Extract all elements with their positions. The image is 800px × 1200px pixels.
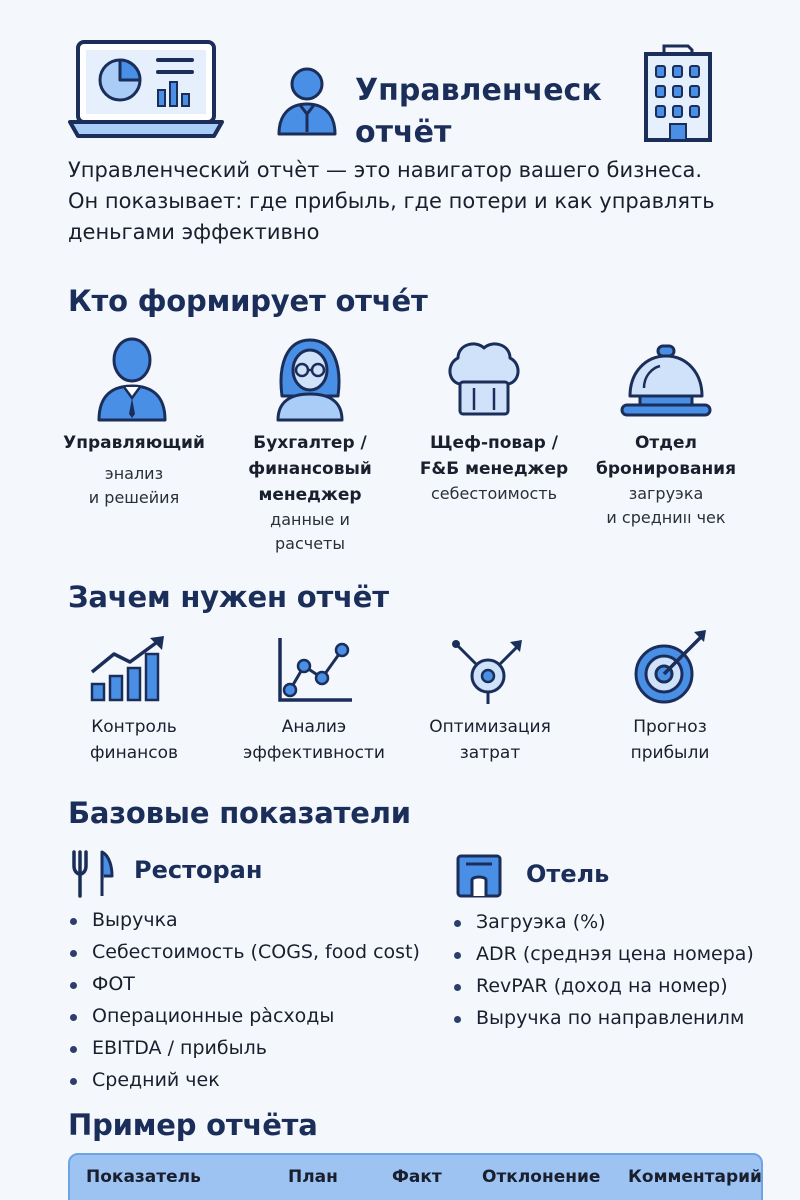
purpose-label: Оптимизация (429, 717, 551, 737)
restaurant-metrics-list (66, 904, 420, 1096)
purpose-profit-forecast (580, 714, 760, 766)
line-graph-icon (272, 636, 356, 706)
table-header (68, 1153, 763, 1200)
column-header: Комментарий (628, 1167, 762, 1187)
role-desc: и средниıı чек (606, 508, 726, 527)
who-heading: Кто формирует отче́т (68, 284, 428, 318)
purpose-label: Контроль (91, 717, 177, 737)
page-title (355, 70, 615, 154)
page-title-line-1: Управленческ (355, 73, 602, 108)
office-building-icon (640, 42, 716, 144)
chef-hat-icon (446, 336, 522, 418)
list-item: Операционные рàсходы (66, 1000, 420, 1032)
target-arrows-icon (450, 636, 526, 706)
column-header: Отклонение (482, 1167, 601, 1187)
intro-line: деньгами эффективно (68, 220, 320, 244)
hotel-metrics-list (450, 906, 754, 1034)
hotel-door-icon (456, 854, 502, 898)
role-name: F&Б менеджер (419, 459, 569, 479)
list-item: ADR (среднэя цена номера) (450, 938, 754, 970)
role-desc: расчеты (274, 534, 345, 553)
fork-knife-icon (70, 850, 116, 898)
role-desc: и решеӥия (88, 488, 180, 507)
purpose-label: затрат (459, 743, 521, 763)
role-accountant (220, 430, 400, 556)
laptop-dashboard-icon (68, 40, 224, 140)
service-bell-icon (620, 344, 712, 418)
page-title-line-2: отчёт (355, 115, 452, 150)
column-header: Показатель (86, 1167, 201, 1187)
accountant-icon (272, 336, 348, 422)
role-name: Бухгалтер / (253, 433, 367, 453)
businessman-icon (276, 66, 338, 136)
list-item: ФОТ (66, 968, 420, 1000)
manager-icon (96, 336, 168, 422)
column-header: Факт (392, 1167, 442, 1187)
role-manager (44, 430, 224, 510)
role-desc: энализ (104, 464, 164, 483)
list-item: EBITDA / прибыль (66, 1032, 420, 1064)
intro-line: Управленческий отчѐт — это навигатор вашего бизнеса. (68, 158, 703, 182)
role-chef (404, 430, 584, 506)
role-desc: данные и (270, 510, 350, 529)
example-heading: Пример отчёта (68, 1108, 318, 1142)
list-item: Загруэка (%) (450, 906, 754, 938)
why-heading: Зачем нужен отчёт (68, 580, 389, 614)
list-item: Выручка по направленилм (450, 1002, 754, 1034)
role-name: Щеф-повар / (430, 433, 558, 453)
list-item: Средний чек (66, 1064, 420, 1096)
basics-heading: Базовые показатели (68, 796, 411, 830)
bullseye-icon (632, 628, 712, 708)
list-item: Выручка (66, 904, 420, 936)
growth-chart-icon (88, 634, 168, 704)
purpose-finance-control (44, 714, 224, 766)
purpose-cost-optimization (400, 714, 580, 766)
role-name: менеджер (258, 485, 362, 505)
intro-line: Он показывает: где прибыль, где потери и как управлять (68, 189, 715, 213)
purpose-label: Аналиэ (281, 717, 347, 737)
column-header: План (288, 1167, 338, 1187)
list-item: RevPAR (доход на номер) (450, 970, 754, 1002)
role-name: Отдел (634, 433, 697, 453)
list-item: Себестоимость (COGS, food cost) (66, 936, 420, 968)
purpose-efficiency-analysis (224, 714, 404, 766)
purpose-label: прибыли (630, 743, 710, 763)
purpose-label: Прогноз (633, 717, 707, 737)
role-desc: себестоимость (430, 484, 558, 503)
role-reservations (576, 430, 756, 530)
purpose-label: эффективности (243, 743, 385, 763)
role-name: финансовый (248, 459, 372, 479)
restaurant-title: Ресторан (134, 856, 263, 884)
role-desc: загруэка (628, 484, 704, 503)
hotel-title: Отель (526, 860, 610, 888)
role-name: бронирования (595, 459, 737, 479)
purpose-label: финансов (90, 743, 178, 763)
role-name: Управляющий (63, 433, 205, 453)
intro-text (68, 155, 768, 248)
